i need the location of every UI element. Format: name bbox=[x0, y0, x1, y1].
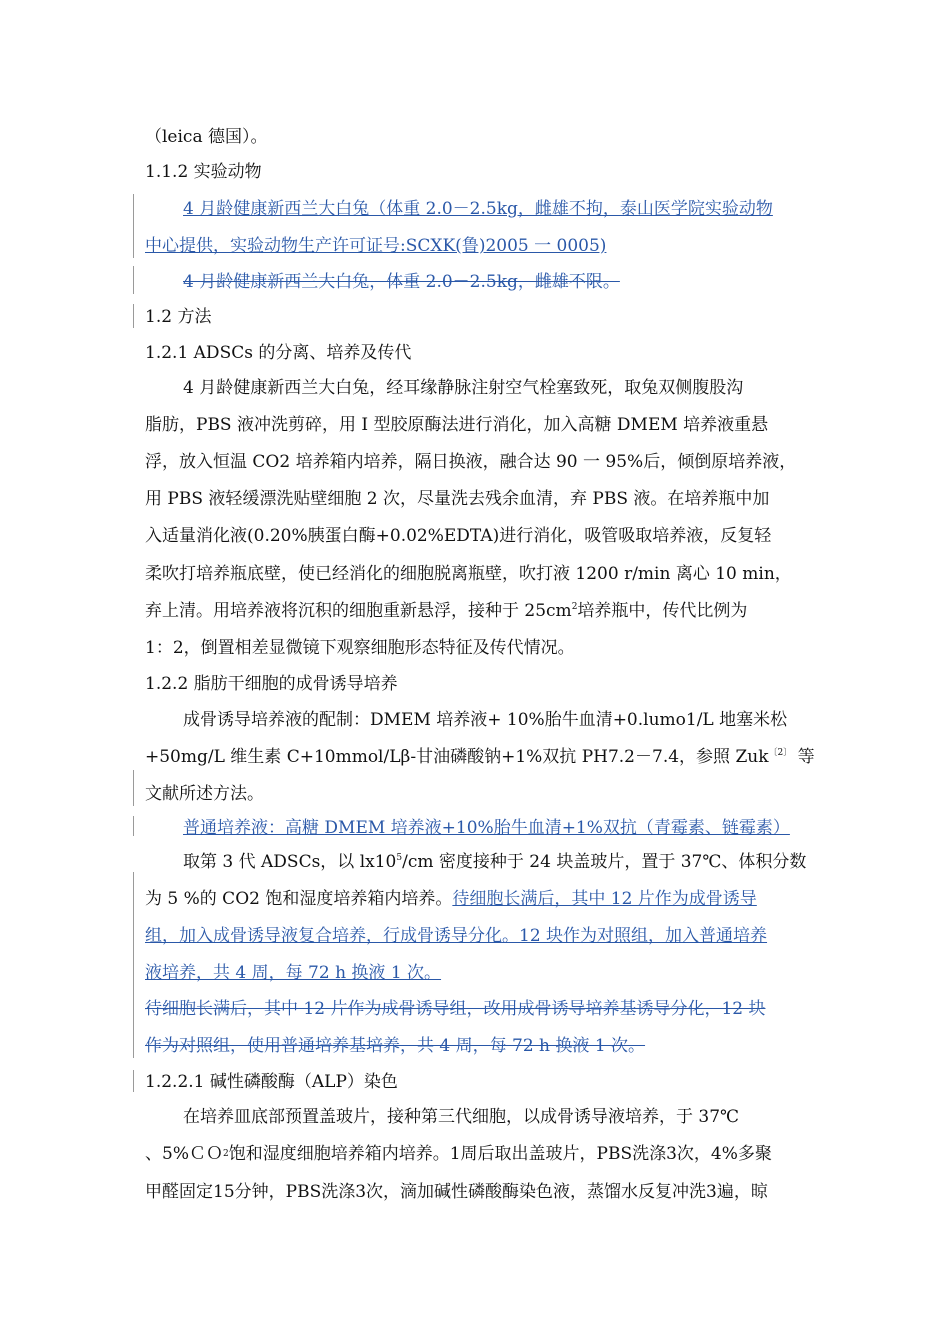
deleted-text: 待细胞长满后，其中 12 片作为成骨诱导组，改用成骨诱导培养基诱导分化，12 块 bbox=[145, 999, 766, 1019]
deleted-text: 作为对照组，使用普通培养基培养，共 4 周，每 72 h 换液 1 次。 bbox=[145, 1036, 646, 1056]
paragraph-line: 浮，放入恒温 CO2 培养箱内培养，隔日换液，融合达 90 一 95%后，倾倒原培养液， bbox=[145, 452, 797, 472]
revision-bar bbox=[133, 770, 134, 806]
paragraph-line: （leica 德国）。 bbox=[145, 127, 268, 147]
revision-bar bbox=[133, 816, 134, 836]
paragraph-line: +50mg/L 维生素 C+10mmol/Lβ-甘油磷酸钠+1%双抗 PH7.2－7.4，参照 Zuk$^{〔2〕}$ 等 bbox=[145, 747, 815, 767]
section-heading: 1.2.2 脂肪干细胞的成骨诱导培养 bbox=[145, 674, 398, 694]
superscript: 5 bbox=[396, 853, 403, 863]
paragraph-line: 为 5 %的 CO2 饱和湿度培养箱内培养。待细胞长满后，其中 12 片作为成骨诱导 bbox=[145, 889, 757, 909]
citation-marker: 〔2〕 bbox=[768, 748, 793, 758]
revision-bar bbox=[133, 1070, 134, 1092]
paragraph-line: 文献所述方法。 bbox=[145, 784, 264, 804]
paragraph-line: 成骨诱导培养液的配制：DMEM 培养液+ 10%胎牛血清+0.lumo1/L 地塞米松 bbox=[183, 710, 788, 730]
inserted-text: 4 月龄健康新西兰大白兔（体重 2.0－2.5kg，雌雄不拘，泰山医学院实验动物 bbox=[183, 199, 773, 219]
paragraph-line: 甲醛固定15分钟，PBS洗涤3次，滴加碱性磷酸酶染色液，蒸馏水反复冲洗3遍，晾 bbox=[145, 1182, 768, 1202]
inserted-text: 待细胞长满后，其中 12 片作为成骨诱导 bbox=[452, 889, 757, 909]
inserted-text: 普通培养液：高糖 DMEM 培养液+10%胎牛血清+1%双抗（青霉素、链霉素） bbox=[183, 818, 790, 838]
paragraph-line: 在培养皿底部预置盖玻片，接种第三代细胞，以成骨诱导液培养，于 37℃ bbox=[183, 1107, 740, 1127]
subscript: 2 bbox=[222, 1149, 229, 1159]
revision-bar bbox=[133, 304, 134, 328]
paragraph-line: 弃上清。用培养液将沉积的细胞重新悬浮，接种于 $25cm^2$培养瓶中，传代比例为 bbox=[145, 601, 748, 621]
section-heading: 1.1.2 实验动物 bbox=[145, 162, 262, 182]
section-heading: 1.2.2.1 碱性磷酸酶（ALP）染色 bbox=[145, 1072, 398, 1092]
revision-bar bbox=[133, 872, 134, 1058]
superscript: 2 bbox=[571, 602, 578, 612]
paragraph-line: 脂肪，PBS 液冲洗剪碎，用 I 型胶原酶法进行消化，加入高糖 DMEM 培养液重悬 bbox=[145, 415, 769, 435]
paragraph-line: 、5%ＣＯ2饱和湿度细胞培养箱内培养。1周后取出盖玻片，PBS洗涤3次，4%多聚 bbox=[145, 1144, 772, 1164]
revision-bar bbox=[133, 194, 134, 258]
paragraph-line: 1：2，倒置相差显微镜下观察细胞形态特征及传代情况。 bbox=[145, 638, 575, 658]
paragraph-line: 入适量消化液(0.20%胰蛋白酶+0.02%EDTA)进行消化，吸管吸取培养液，反复轻 bbox=[145, 526, 772, 546]
revision-bar bbox=[133, 266, 134, 294]
inserted-text: 中心提供，实验动物生产许可证号:SCXK(鲁)2005 一 0005) bbox=[145, 236, 607, 256]
paragraph-line: 4 月龄健康新西兰大白兔，经耳缘静脉注射空气栓塞致死，取兔双侧腹股沟 bbox=[183, 378, 744, 398]
inserted-text: 组，加入成骨诱导液复合培养，行成骨诱导分化。12 块作为对照组，加入普通培养 bbox=[145, 926, 768, 946]
inserted-text: 液培养，共 4 周，每 72 h 换液 1 次。 bbox=[145, 963, 442, 983]
section-heading: 1.2 方法 bbox=[145, 307, 212, 327]
paragraph-line: 用 PBS 液轻缓漂洗贴壁细胞 2 次，尽量洗去残余血清，弃 PBS 液。在培养瓶中加 bbox=[145, 489, 770, 509]
paragraph-line: 取第 3 代 ADSCs，以 $lx10^5/cm$ 密度接种于 24 块盖玻片，置于 37℃、体积分数 bbox=[183, 852, 807, 872]
deleted-text: 4 月龄健康新西兰大白兔，体重 2.0－2.5kg，雌雄不限。 bbox=[183, 272, 620, 292]
paragraph-line: 柔吹打培养瓶底壁，使已经消化的细胞脱离瓶壁，吹打液 1200 r/min 离心 10 min， bbox=[145, 564, 792, 584]
section-heading: 1.2.1 ADSCs 的分离、培养及传代 bbox=[145, 343, 412, 363]
